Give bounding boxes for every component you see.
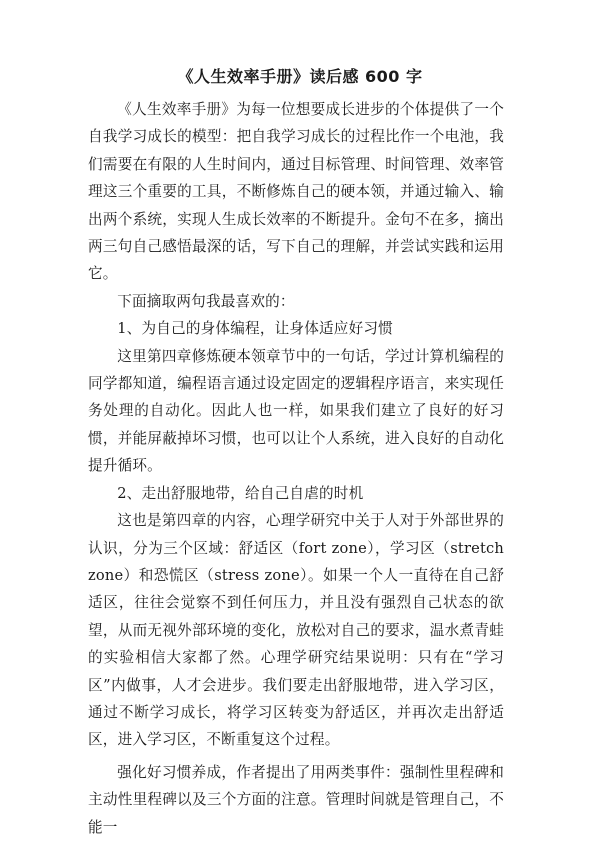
document-body bbox=[88, 96, 504, 841]
paragraph-quote-1-explanation: 这里第四章修炼硬本领章节中的一句话，学过计算机编程的同学都知道，编程语言通过设定固定的逻辑程序语言，来实现任务处理的自动化。因此人也一样，如果我们建立了良好的好习惯，并能屏蔽掉坏习惯，也可以让个人系统，进入良好的自动化提升循环。 bbox=[88, 347, 504, 475]
paragraph-quote-2-explanation: 这也是第四章的内容，心理学研究中关于人对于外部世界的认识，分为三个区域：舒适区（fort zone），学习区（stretch zone）和恐慌区（stress zone）。如果一个人一直待在自己舒适区，往往会觉察不到任何压力，并且没有强烈自己状态的欲望，从而无视外部环境的变化，放松对自己的要求，温水煮青蛙的实验相信大家都了然。心理学研究结果说明：只有在“学习区”内做事，人才会进步。我们要走出舒服地带，进入学习区，通过不断学习成长，将学习区转变为舒适区，并再次走出舒适区，进入学习区，不断重复这个过程。 bbox=[88, 512, 504, 749]
paragraph-intro: 《人生效率手册》为每一位想要成长进步的个体提供了一个自我学习成长的模型：把自我学习成长的过程比作一个电池，我们需要在有限的人生时间内，通过目标管理、时间管理、效率管理这三个重要的工具，不断修炼自己的硬本领，并通过输入、输出两个系统，实现人生成长效率的不断提升。金句不在多，摘出两三句自己感悟最深的话，写下自己的理解，并尝试实践和运用它。 bbox=[88, 101, 504, 283]
paragraph-lead-in: 下面摘取两句我最喜欢的： bbox=[117, 292, 295, 310]
quote-heading-1: 1、为自己的身体编程，让身体适应好习惯 bbox=[117, 320, 393, 338]
document-title: 《人生效率手册》读后感 600 字 bbox=[177, 67, 423, 86]
paragraph-habits: 强化好习惯养成，作者提出了用两类事件：强制性里程碑和主动性里程碑以及三个方面的注意。管理时间就是管理自己，不能一 bbox=[88, 763, 504, 836]
quote-heading-2: 2、走出舒服地带，给自己自虐的时机 bbox=[117, 484, 364, 502]
